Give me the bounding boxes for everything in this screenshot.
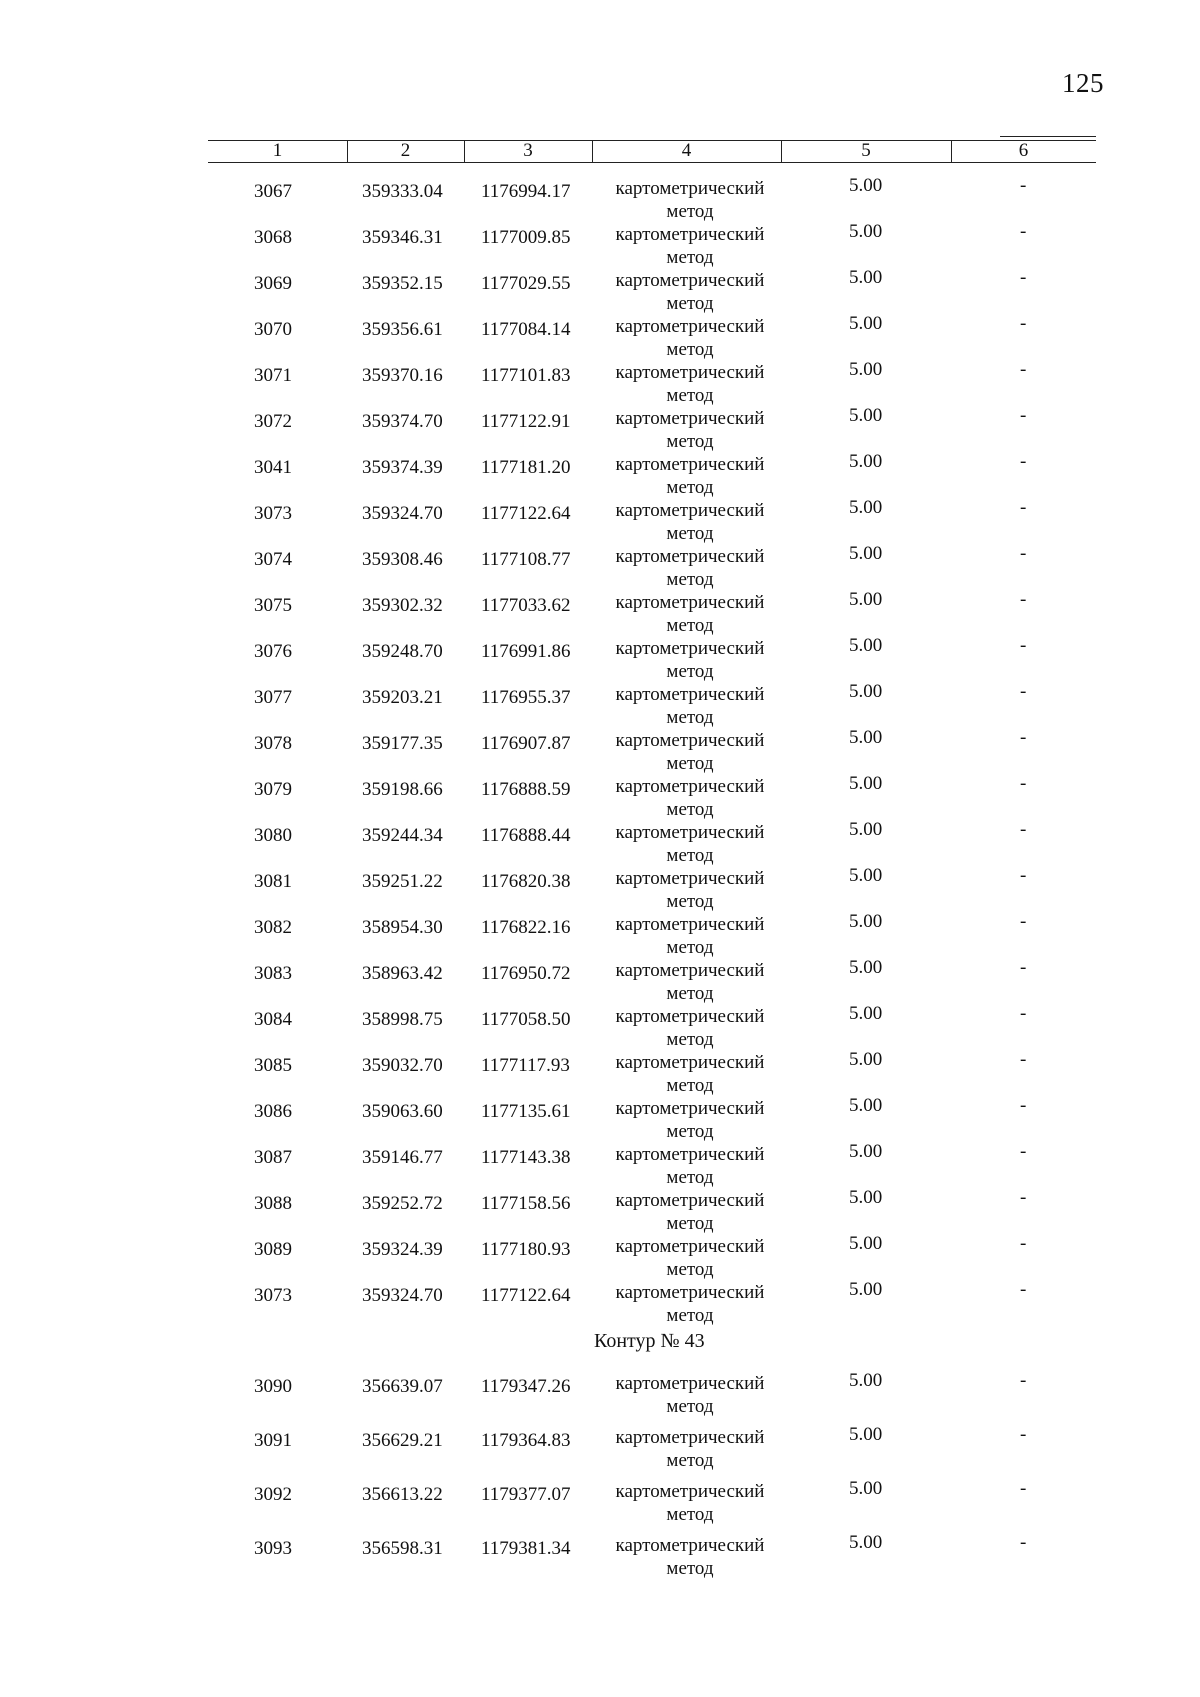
point-number: 3071	[254, 365, 292, 386]
point-number: 3070	[254, 319, 292, 340]
method-line-2: метод	[666, 293, 714, 314]
method-line-1: картометрический	[615, 914, 765, 935]
point-number: 3080	[254, 825, 292, 846]
method-line-1: картометрический	[615, 776, 765, 797]
method-line-1: картометрический	[615, 960, 765, 981]
x-coordinate: 359251.22	[362, 871, 443, 892]
note-dash: -	[1020, 819, 1027, 840]
method-cell	[606, 1426, 774, 1472]
accuracy-value: 5.00	[849, 957, 883, 978]
column-header-3: 3	[523, 140, 533, 161]
method-cell	[606, 1143, 774, 1189]
note-dash: -	[1020, 1233, 1027, 1254]
column-header-5: 5	[861, 140, 871, 161]
accuracy-value: 5.00	[849, 359, 883, 380]
y-coordinate: 1177135.61	[481, 1101, 571, 1122]
x-coordinate: 359374.39	[362, 457, 443, 478]
note-dash: -	[1020, 1049, 1027, 1070]
accuracy-value: 5.00	[849, 1187, 883, 1208]
x-coordinate: 359244.34	[362, 825, 443, 846]
y-coordinate: 1176907.87	[481, 733, 571, 754]
x-coordinate: 359324.70	[362, 503, 443, 524]
method-line-2: метод	[666, 615, 714, 636]
x-coordinate: 359063.60	[362, 1101, 443, 1122]
method-cell	[606, 545, 774, 591]
method-cell	[606, 407, 774, 453]
column-header-2: 2	[400, 140, 411, 161]
method-cell	[606, 913, 774, 959]
y-coordinate: 1179364.83	[481, 1430, 571, 1451]
method-cell	[606, 1189, 774, 1235]
x-coordinate: 359346.31	[362, 227, 443, 248]
method-line-2: метод	[666, 661, 714, 682]
accuracy-value: 5.00	[849, 1003, 883, 1024]
y-coordinate: 1177084.14	[481, 319, 571, 340]
x-coordinate: 356613.22	[362, 1484, 443, 1505]
method-line-1: картометрический	[615, 1535, 765, 1556]
y-coordinate: 1177058.50	[481, 1009, 571, 1030]
note-dash: -	[1020, 543, 1027, 564]
x-coordinate: 359324.70	[362, 1285, 443, 1306]
x-coordinate: 358963.42	[362, 963, 443, 984]
section-title: Контур № 43	[594, 1330, 705, 1352]
method-line-1: картометрический	[615, 362, 765, 383]
point-number: 3073	[254, 503, 292, 524]
y-coordinate: 1176994.17	[481, 181, 571, 202]
point-number: 3092	[254, 1484, 292, 1505]
y-coordinate: 1176950.72	[481, 963, 571, 984]
note-dash: -	[1020, 1279, 1027, 1300]
accuracy-value: 5.00	[849, 865, 883, 886]
accuracy-value: 5.00	[849, 313, 883, 334]
method-line-1: картометрический	[615, 592, 765, 613]
method-cell	[606, 223, 774, 269]
method-line-2: метод	[666, 1396, 714, 1417]
method-cell	[606, 361, 774, 407]
method-line-1: картометрический	[615, 684, 765, 705]
y-coordinate: 1177122.91	[481, 411, 571, 432]
method-line-2: метод	[666, 1121, 714, 1142]
method-line-1: картометрический	[615, 500, 765, 521]
method-cell	[606, 821, 774, 867]
note-dash: -	[1020, 1424, 1027, 1445]
x-coordinate: 356639.07	[362, 1376, 443, 1397]
method-line-2: метод	[666, 477, 714, 498]
point-number: 3082	[254, 917, 292, 938]
method-line-1: картометрический	[615, 822, 765, 843]
y-coordinate: 1176955.37	[481, 687, 571, 708]
point-number: 3093	[254, 1538, 292, 1559]
point-number: 3041	[254, 457, 292, 478]
table-row	[0, 1424, 1200, 1476]
method-line-2: метод	[666, 569, 714, 590]
y-coordinate: 1177029.55	[481, 273, 571, 294]
method-line-1: картометрический	[615, 408, 765, 429]
note-dash: -	[1020, 451, 1027, 472]
x-coordinate: 359308.46	[362, 549, 443, 570]
y-coordinate: 1177009.85	[481, 227, 571, 248]
method-line-2: метод	[666, 523, 714, 544]
method-line-2: метод	[666, 1167, 714, 1188]
method-line-2: метод	[666, 983, 714, 1004]
note-dash: -	[1020, 681, 1027, 702]
x-coordinate: 359198.66	[362, 779, 443, 800]
accuracy-value: 5.00	[849, 451, 883, 472]
point-number: 3075	[254, 595, 292, 616]
y-coordinate: 1176822.16	[481, 917, 571, 938]
method-line-1: картометрический	[615, 1236, 765, 1257]
method-line-2: метод	[666, 431, 714, 452]
point-number: 3069	[254, 273, 292, 294]
x-coordinate: 359302.32	[362, 595, 443, 616]
method-line-2: метод	[666, 845, 714, 866]
y-coordinate: 1179347.26	[481, 1376, 571, 1397]
method-line-1: картометрический	[615, 1481, 765, 1502]
accuracy-value: 5.00	[849, 589, 883, 610]
method-cell	[606, 1372, 774, 1418]
method-line-1: картометрический	[615, 1282, 765, 1303]
accuracy-value: 5.00	[849, 1370, 883, 1391]
accuracy-value: 5.00	[849, 1279, 883, 1300]
x-coordinate: 359032.70	[362, 1055, 443, 1076]
point-number: 3074	[254, 549, 292, 570]
x-coordinate: 359203.21	[362, 687, 443, 708]
method-line-2: метод	[666, 891, 714, 912]
x-coordinate: 358954.30	[362, 917, 443, 938]
accuracy-value: 5.00	[849, 819, 883, 840]
point-number: 3085	[254, 1055, 292, 1076]
method-line-1: картометрический	[615, 316, 765, 337]
method-line-1: картометрический	[615, 1006, 765, 1027]
x-coordinate: 359248.70	[362, 641, 443, 662]
method-line-1: картометрический	[615, 178, 765, 199]
method-line-2: метод	[666, 799, 714, 820]
y-coordinate: 1176888.59	[481, 779, 571, 800]
point-number: 3073	[254, 1285, 292, 1306]
y-coordinate: 1177181.20	[481, 457, 571, 478]
method-cell	[606, 1281, 774, 1327]
method-line-2: метод	[666, 1213, 714, 1234]
accuracy-value: 5.00	[849, 1478, 883, 1499]
accuracy-value: 5.00	[849, 1095, 883, 1116]
method-cell	[606, 683, 774, 729]
method-cell	[606, 867, 774, 913]
method-line-2: метод	[666, 937, 714, 958]
method-cell	[606, 959, 774, 1005]
point-number: 3083	[254, 963, 292, 984]
table-row	[0, 1279, 1200, 1331]
note-dash: -	[1020, 1003, 1027, 1024]
method-line-1: картометрический	[615, 454, 765, 475]
accuracy-value: 5.00	[849, 635, 883, 656]
point-number: 3086	[254, 1101, 292, 1122]
table-row	[0, 1370, 1200, 1422]
method-line-2: метод	[666, 707, 714, 728]
y-coordinate: 1177122.64	[481, 1285, 571, 1306]
y-coordinate: 1177033.62	[481, 595, 571, 616]
page-number: 125	[1062, 68, 1104, 98]
method-line-1: картометрический	[615, 730, 765, 751]
x-coordinate: 359324.39	[362, 1239, 443, 1260]
point-number: 3091	[254, 1430, 292, 1451]
y-coordinate: 1177158.56	[481, 1193, 571, 1214]
method-cell	[606, 1534, 774, 1580]
method-line-2: метод	[666, 1558, 714, 1579]
table-row	[0, 1478, 1200, 1530]
accuracy-value: 5.00	[849, 773, 883, 794]
point-number: 3077	[254, 687, 292, 708]
column-header-4: 4	[681, 140, 692, 161]
method-line-1: картометрический	[615, 1190, 765, 1211]
method-line-2: метод	[666, 339, 714, 360]
header-bottom-rule	[208, 162, 1096, 163]
point-number: 3067	[254, 181, 292, 202]
method-line-1: картометрический	[615, 638, 765, 659]
note-dash: -	[1020, 1370, 1027, 1391]
note-dash: -	[1020, 1141, 1027, 1162]
method-line-2: метод	[666, 247, 714, 268]
method-cell	[606, 637, 774, 683]
method-line-1: картометрический	[615, 1427, 765, 1448]
x-coordinate: 358998.75	[362, 1009, 443, 1030]
method-line-2: метод	[666, 1305, 714, 1326]
x-coordinate: 359252.72	[362, 1193, 443, 1214]
table-row	[0, 1532, 1200, 1584]
note-dash: -	[1020, 1532, 1027, 1553]
method-cell	[606, 1051, 774, 1097]
method-cell	[606, 1005, 774, 1051]
point-number: 3087	[254, 1147, 292, 1168]
point-number: 3068	[254, 227, 292, 248]
accuracy-value: 5.00	[849, 1233, 883, 1254]
x-coordinate: 359356.61	[362, 319, 443, 340]
point-number: 3090	[254, 1376, 292, 1397]
y-coordinate: 1177122.64	[481, 503, 571, 524]
accuracy-value: 5.00	[849, 405, 883, 426]
y-coordinate: 1176991.86	[481, 641, 571, 662]
y-coordinate: 1177117.93	[481, 1055, 570, 1076]
y-coordinate: 1179377.07	[481, 1484, 571, 1505]
accuracy-value: 5.00	[849, 911, 883, 932]
method-cell	[606, 499, 774, 545]
y-coordinate: 1176820.38	[481, 871, 571, 892]
method-line-1: картометрический	[615, 546, 765, 567]
column-header-6: 6	[1018, 140, 1029, 161]
note-dash: -	[1020, 865, 1027, 886]
point-number: 3076	[254, 641, 292, 662]
accuracy-value: 5.00	[849, 1532, 883, 1553]
accuracy-value: 5.00	[849, 267, 883, 288]
y-coordinate: 1177108.77	[481, 549, 571, 570]
method-cell	[606, 1480, 774, 1526]
accuracy-value: 5.00	[849, 681, 883, 702]
note-dash: -	[1020, 727, 1027, 748]
x-coordinate: 359374.70	[362, 411, 443, 432]
x-coordinate: 359352.15	[362, 273, 443, 294]
method-cell	[606, 729, 774, 775]
y-coordinate: 1177180.93	[481, 1239, 571, 1260]
note-dash: -	[1020, 589, 1027, 610]
x-coordinate: 356598.31	[362, 1538, 443, 1559]
note-dash: -	[1020, 1095, 1027, 1116]
note-dash: -	[1020, 497, 1027, 518]
x-coordinate: 359177.35	[362, 733, 443, 754]
accuracy-value: 5.00	[849, 1049, 883, 1070]
note-dash: -	[1020, 635, 1027, 656]
method-cell	[606, 1235, 774, 1281]
point-number: 3084	[254, 1009, 292, 1030]
point-number: 3072	[254, 411, 292, 432]
method-line-1: картометрический	[615, 868, 765, 889]
method-cell	[606, 177, 774, 223]
method-cell	[606, 453, 774, 499]
method-cell	[606, 315, 774, 361]
point-number: 3089	[254, 1239, 292, 1260]
note-dash: -	[1020, 221, 1027, 242]
note-dash: -	[1020, 1478, 1027, 1499]
method-line-2: метод	[666, 1259, 714, 1280]
method-line-1: картометрический	[615, 1144, 765, 1165]
accuracy-value: 5.00	[849, 497, 883, 518]
method-line-1: картометрический	[615, 270, 765, 291]
note-dash: -	[1020, 911, 1027, 932]
point-number: 3079	[254, 779, 292, 800]
x-coordinate: 356629.21	[362, 1430, 443, 1451]
method-line-2: метод	[666, 1504, 714, 1525]
note-dash: -	[1020, 1187, 1027, 1208]
method-cell	[606, 591, 774, 637]
method-line-2: метод	[666, 1029, 714, 1050]
note-dash: -	[1020, 313, 1027, 334]
method-line-2: метод	[666, 201, 714, 222]
accuracy-value: 5.00	[849, 1424, 883, 1445]
x-coordinate: 359333.04	[362, 181, 443, 202]
y-coordinate: 1177101.83	[481, 365, 571, 386]
method-line-1: картометрический	[615, 1373, 765, 1394]
note-dash: -	[1020, 405, 1027, 426]
accuracy-value: 5.00	[849, 221, 883, 242]
note-dash: -	[1020, 175, 1027, 196]
x-coordinate: 359146.77	[362, 1147, 443, 1168]
point-number: 3078	[254, 733, 292, 754]
method-line-2: метод	[666, 1075, 714, 1096]
accuracy-value: 5.00	[849, 543, 883, 564]
method-cell	[606, 775, 774, 821]
method-line-1: картометрический	[615, 1052, 765, 1073]
note-dash: -	[1020, 773, 1027, 794]
note-dash: -	[1020, 359, 1027, 380]
note-dash: -	[1020, 957, 1027, 978]
method-line-2: метод	[666, 385, 714, 406]
method-cell	[606, 1097, 774, 1143]
method-cell	[606, 269, 774, 315]
accuracy-value: 5.00	[849, 1141, 883, 1162]
accuracy-value: 5.00	[849, 175, 883, 196]
y-coordinate: 1179381.34	[481, 1538, 571, 1559]
column-header-1: 1	[272, 140, 283, 161]
y-coordinate: 1176888.44	[481, 825, 571, 846]
point-number: 3088	[254, 1193, 292, 1214]
x-coordinate: 359370.16	[362, 365, 443, 386]
note-dash: -	[1020, 267, 1027, 288]
accuracy-value: 5.00	[849, 727, 883, 748]
method-line-1: картометрический	[615, 1098, 765, 1119]
header-top-rule-extension	[1000, 136, 1096, 137]
method-line-2: метод	[666, 753, 714, 774]
y-coordinate: 1177143.38	[481, 1147, 571, 1168]
method-line-1: картометрический	[615, 224, 765, 245]
point-number: 3081	[254, 871, 292, 892]
method-line-2: метод	[666, 1450, 714, 1471]
